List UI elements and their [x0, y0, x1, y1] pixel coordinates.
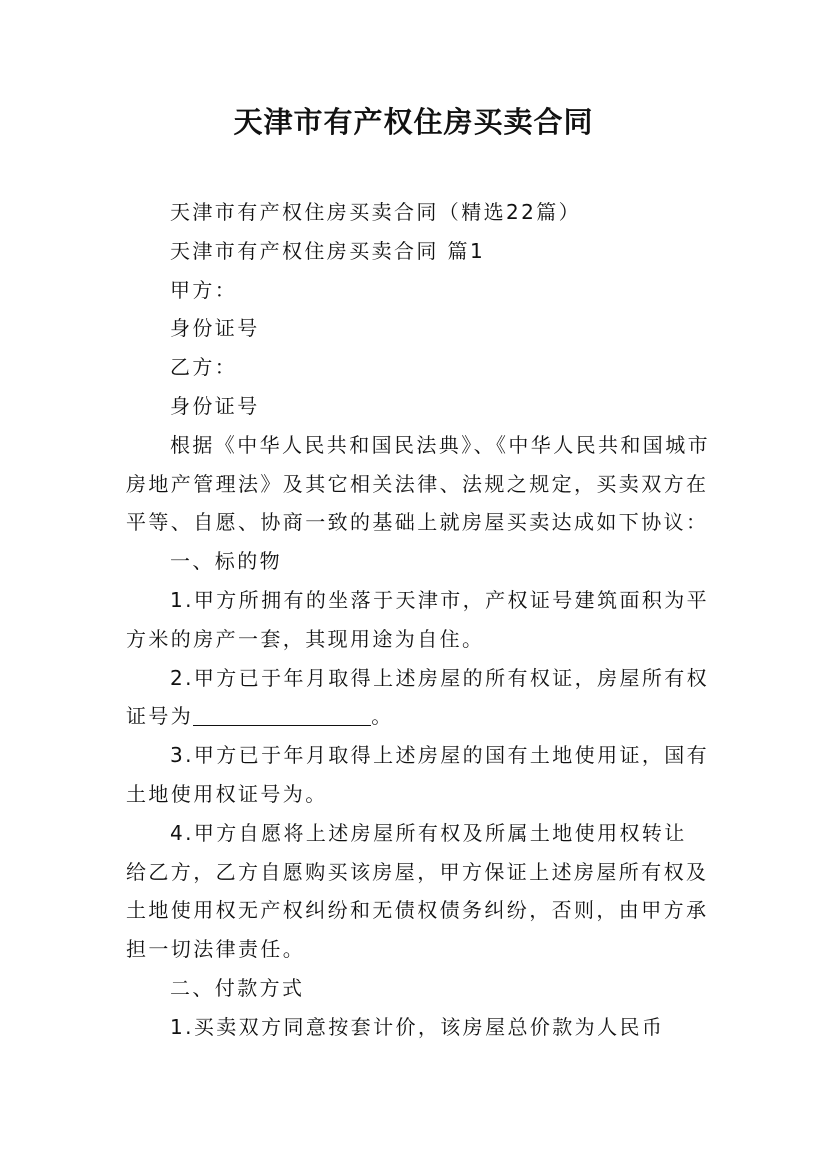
preamble-line: 房地产管理法》及其它相关法律、法规之规定，买卖双方在: [126, 471, 709, 496]
payment-clause-1: [126, 1008, 712, 1047]
clause-text: 证号为: [126, 704, 194, 729]
clause-line: 3.甲方已于年月取得上述房屋的国有土地使用证，国有: [170, 743, 710, 768]
section-heading: 天津市有产权住房买卖合同 篇1: [170, 238, 486, 263]
preamble-paragraph: [126, 426, 712, 542]
clause-line: 土地使用权无产权纠纷和无债权债务纠纷，否则，由甲方承: [126, 898, 709, 923]
clause-line: 担一切法律责任。: [126, 937, 306, 962]
document-body: [126, 193, 712, 1047]
party-b-label: 乙方：: [170, 355, 238, 380]
party-a-id-label: 身份证号: [170, 316, 260, 341]
clause-line: 给乙方，乙方自愿购买该房屋，甲方保证上述房屋所有权及: [126, 859, 709, 884]
document-title: 天津市有产权住房买卖合同: [233, 105, 594, 139]
clause-line: 1.甲方所拥有的坐落于天津市，产权证号建筑面积为平: [170, 587, 710, 612]
heading-payment-method: 二、付款方式: [170, 975, 305, 1000]
clause-line: 方米的房产一套，其现用途为自住。: [126, 626, 485, 651]
preamble-line: 平等、自愿、协商一致的基础上就房屋买卖达成如下协议：: [126, 510, 709, 535]
party-b-id-label: 身份证号: [170, 393, 260, 418]
party-a-label: 甲方：: [170, 277, 238, 302]
clause-line: 2.甲方已于年月取得上述房屋的所有权证，房屋所有权: [170, 665, 710, 690]
heading-subject-matter: 一、标的物: [170, 549, 282, 574]
clause-line: 1.买卖双方同意按套计价，该房屋总价款为人民币: [170, 1014, 665, 1039]
clause-text: 。: [371, 704, 394, 729]
clause-4: [126, 814, 712, 969]
clause-line: 4.甲方自愿将上述房屋所有权及所属土地使用权转让: [170, 820, 687, 845]
clause-1: [126, 581, 712, 659]
preamble-line: 根据《中华人民共和国民法典》、《中华人民共和国城市: [170, 432, 710, 457]
clause-3: [126, 736, 712, 814]
clause-line: [126, 697, 712, 736]
clause-line: 土地使用权证号为。: [126, 781, 328, 806]
clause-2: [126, 659, 712, 737]
document-subtitle: 天津市有产权住房买卖合同（精选22篇）: [170, 200, 582, 224]
fill-in-blank: [193, 707, 371, 726]
